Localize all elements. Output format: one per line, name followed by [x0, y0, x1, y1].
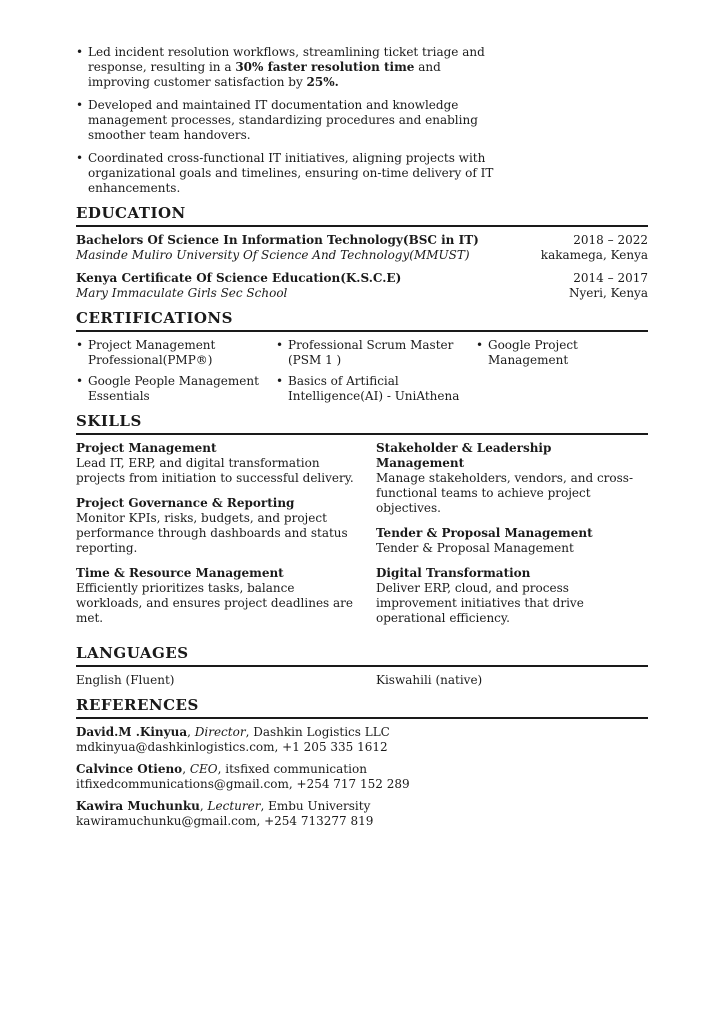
degree-title: Kenya Certificate Of Science Education(K.S.C.E)	[76, 271, 402, 285]
education-section	[76, 204, 648, 301]
skill-item	[376, 441, 648, 516]
education-item	[76, 233, 648, 263]
certification-item: • Professional Scrum Master (PSM 1 )	[276, 338, 476, 368]
skill-description: Deliver ERP, cloud, and process improvement initiatives that drive operational efficiency.	[376, 581, 584, 625]
reference-role: CEO	[189, 762, 218, 776]
skill-title: Tender & Proposal Management	[376, 526, 593, 540]
bullet-text: and improving customer satisfaction by	[88, 60, 441, 89]
certification-item: • Google People Management Essentials	[76, 374, 276, 404]
skill-title: Stakeholder & Leadership Management	[376, 441, 552, 470]
reference-item: David.M .Kinyua, Director, Dashkin Logistics LLC mdkinyua@dashkinlogistics.com, +1 205 335 1612	[76, 725, 648, 755]
bullet-text: Led incident resolution workflows, streamlining ticket triage and response, resulting in a	[88, 45, 485, 74]
bullet-text: Developed and maintained IT documentation and knowledge management processes, standardizing procedures and enabling smoother team handovers.	[88, 98, 478, 142]
reference-name: David.M .Kinyua	[76, 725, 188, 739]
language-item: English (Fluent)	[76, 673, 175, 687]
languages-section	[76, 644, 648, 688]
experience-bullets	[76, 45, 496, 196]
skill-title: Project Management	[76, 441, 217, 455]
skill-item	[76, 441, 376, 486]
section-heading: EDUCATION	[76, 204, 648, 227]
reference-org: Dashkin Logistics LLC	[253, 725, 390, 739]
reference-role: Director	[194, 725, 246, 739]
skill-item	[376, 566, 648, 626]
skill-item	[76, 566, 376, 626]
experience-bullet	[76, 45, 496, 90]
references-section	[76, 696, 648, 829]
bullet-highlight: 30% faster resolution time	[235, 60, 415, 74]
certification-item: • Project Management Professional(PMP®)	[76, 338, 276, 368]
reference-org: Embu University	[268, 799, 371, 813]
skills-section	[76, 412, 648, 636]
skill-title: Project Governance & Reporting	[76, 496, 295, 510]
bullet-highlight: 25%.	[306, 75, 339, 89]
certification-item: • Google Project Management	[476, 338, 648, 368]
section-heading: LANGUAGES	[76, 644, 648, 667]
degree-title: Bachelors Of Science In Information Technology(BSC in IT)	[76, 233, 479, 247]
skill-title: Time & Resource Management	[76, 566, 284, 580]
education-dates: 2014 – 2017	[573, 271, 648, 285]
skill-title: Digital Transformation	[376, 566, 531, 580]
section-heading: REFERENCES	[76, 696, 648, 719]
skill-description: Manage stakeholders, vendors, and cross-functional teams to achieve project objectives.	[376, 471, 633, 515]
institution-name: Masinde Muliro University Of Science And Technology(MMUST)	[76, 248, 470, 262]
reference-name: Kawira Muchunku	[76, 799, 200, 813]
resume-page	[76, 45, 648, 836]
reference-item: Kawira Muchunku, Lecturer, Embu University kawiramuchunku@gmail.com, +254 713277 819	[76, 799, 648, 829]
reference-role: Lecturer	[207, 799, 261, 813]
certification-item: • Basics of Artificial Intelligence(AI) - UniAthena	[276, 374, 476, 404]
certifications-section	[76, 309, 648, 404]
education-dates: 2018 – 2022	[573, 233, 648, 247]
skill-description: Tender & Proposal Management	[376, 541, 574, 555]
reference-contact: itfixedcommunications@gmail.com, +254 717 152 289	[76, 777, 410, 791]
education-item	[76, 271, 648, 301]
section-heading: SKILLS	[76, 412, 648, 435]
skill-description: Monitor KPIs, risks, budgets, and project performance through dashboards and status reporting.	[76, 511, 348, 555]
reference-contact: mdkinyua@dashkinlogistics.com, +1 205 335 1612	[76, 740, 388, 754]
skills-right-column	[376, 441, 648, 636]
skill-description: Efficiently prioritizes tasks, balance workloads, and ensures project deadlines are met.	[76, 581, 354, 625]
reference-org: itsfixed communication	[225, 762, 367, 776]
reference-contact: kawiramuchunku@gmail.com, +254 713277 819	[76, 814, 374, 828]
reference-name: Calvince Otieno	[76, 762, 183, 776]
reference-item: Calvince Otieno, CEO, itsfixed communication itfixedcommunications@gmail.com, +254 717 152 289	[76, 762, 648, 792]
certifications-list	[76, 338, 648, 404]
bullet-text: Coordinated cross-functional IT initiatives, aligning projects with organizational goals and timelines, ensuring on-time delivery of IT enhancements.	[88, 151, 494, 195]
education-location: kakamega, Kenya	[540, 248, 648, 262]
skill-item	[376, 526, 648, 556]
skill-description: Lead IT, ERP, and digital transformation projects from initiation to successful delivery.	[76, 456, 354, 485]
institution-name: Mary Immaculate Girls Sec School	[76, 286, 288, 300]
experience-bullet	[76, 151, 496, 196]
education-location: Nyeri, Kenya	[569, 286, 648, 300]
skills-left-column	[76, 441, 376, 636]
skill-item	[76, 496, 376, 556]
section-heading: CERTIFICATIONS	[76, 309, 648, 332]
experience-bullet	[76, 98, 496, 143]
language-item: Kiswahili (native)	[376, 673, 483, 687]
